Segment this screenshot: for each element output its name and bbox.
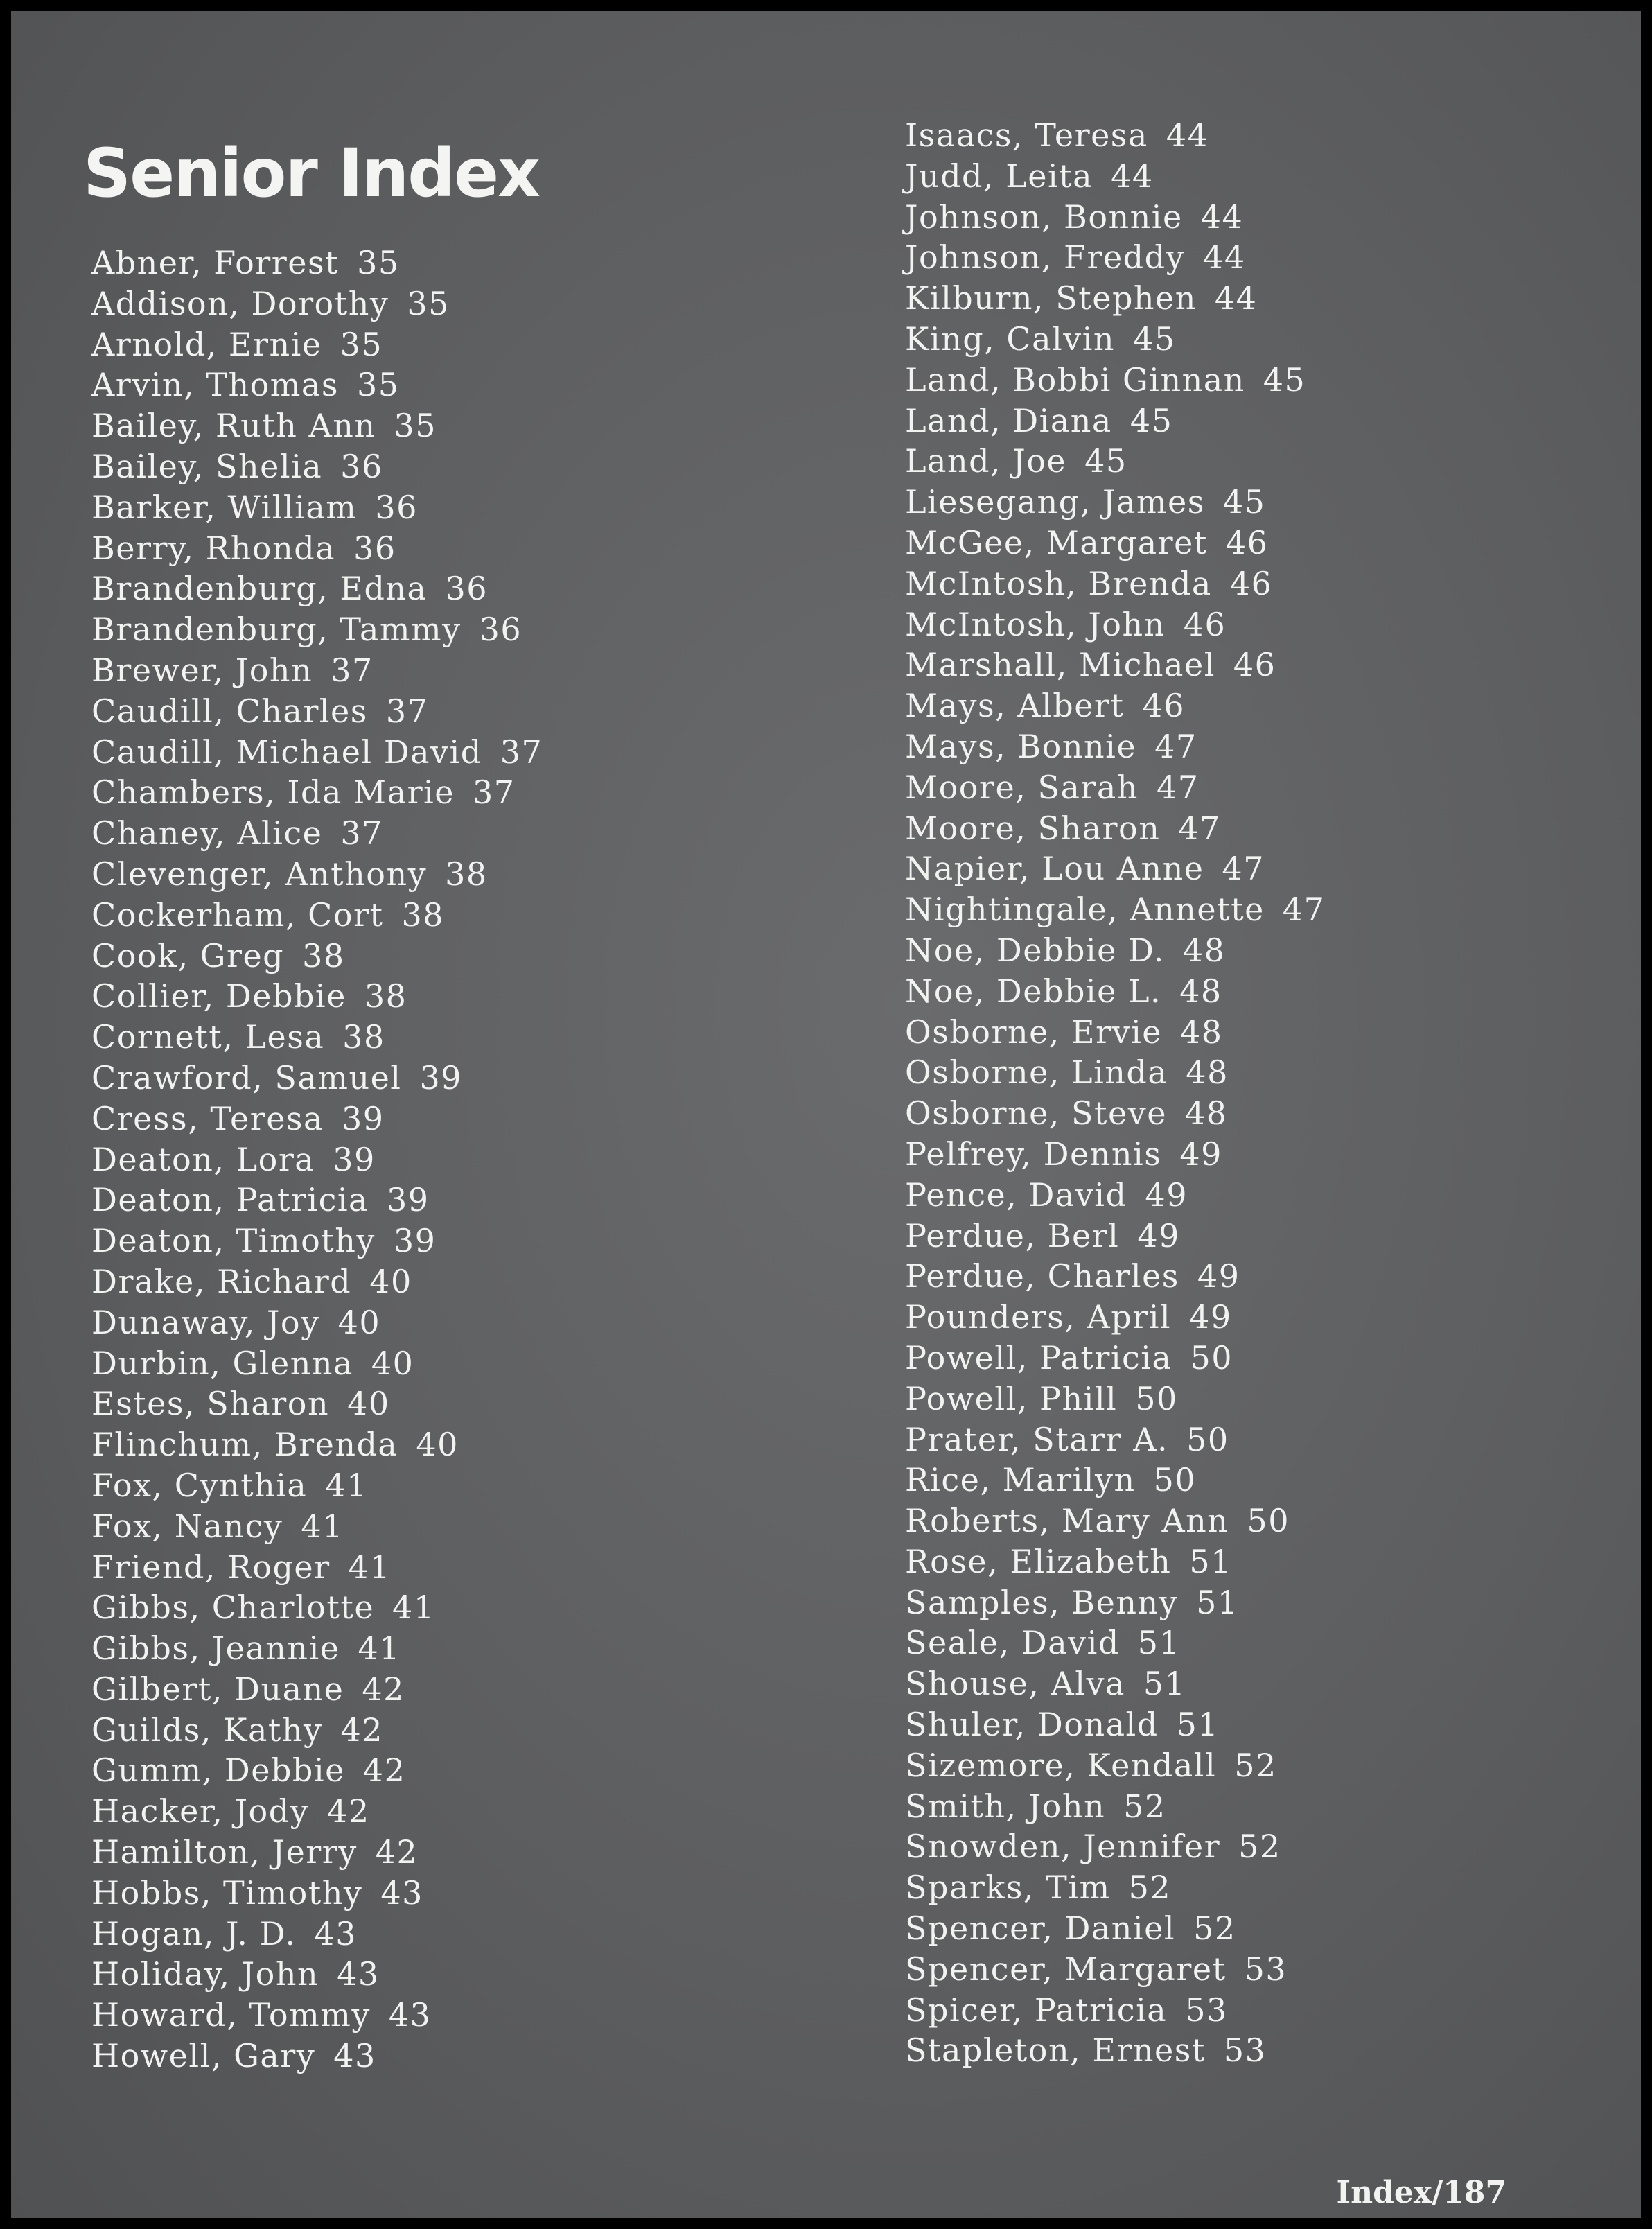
index-entry: [905, 1867, 1325, 1908]
index-entry: [905, 1501, 1325, 1541]
index-entry: [905, 1990, 1325, 2031]
entry-name: Hacker, Jody: [91, 1792, 310, 1830]
index-entry: [91, 1465, 543, 1506]
index-entry: [91, 1343, 543, 1384]
entry-page-number: 49: [1179, 1135, 1222, 1173]
index-entry: [91, 732, 543, 773]
index-entry: [91, 405, 543, 446]
entry-page-number: 39: [419, 1058, 463, 1096]
entry-name: Snowden, Jennifer: [905, 1828, 1221, 1866]
index-entry: [91, 976, 543, 1017]
entry-page-number: 35: [356, 366, 400, 404]
entry-name: Judd, Leita: [905, 157, 1093, 195]
entry-page-number: 43: [337, 1955, 380, 1993]
entry-page-number: 48: [1179, 972, 1222, 1010]
index-entry: [91, 2036, 543, 2077]
index-entry: [91, 1914, 543, 1955]
index-entry: [905, 278, 1325, 319]
entry-name: McIntosh, Brenda: [905, 564, 1212, 602]
entry-name: Clevenger, Anthony: [91, 855, 428, 893]
entry-page-number: 52: [1128, 1869, 1172, 1907]
page-folio: Index/187: [1336, 2175, 1506, 2210]
entry-page-number: 50: [1247, 1502, 1290, 1540]
index-entry: [905, 237, 1325, 278]
index-entry: [91, 1669, 543, 1710]
entry-name: Sparks, Tim: [905, 1869, 1111, 1907]
entry-page-number: 43: [388, 1996, 432, 2034]
entry-name: Hogan, J. D.: [91, 1914, 297, 1952]
index-entry: [91, 1383, 543, 1424]
index-entry: [91, 1954, 543, 1995]
index-entry: [91, 568, 543, 609]
index-entry: [905, 1338, 1325, 1379]
entry-name: Hamilton, Jerry: [91, 1833, 358, 1871]
entry-page-number: 50: [1186, 1420, 1229, 1458]
entry-page-number: 38: [302, 936, 345, 974]
index-entry: [905, 1256, 1325, 1297]
index-entry: [905, 1582, 1325, 1623]
entry-page-number: 41: [301, 1507, 344, 1545]
entry-name: Abner, Forrest: [91, 244, 340, 281]
entry-page-number: 53: [1244, 1950, 1288, 1988]
entry-name: Berry, Rhonda: [91, 529, 336, 567]
entry-name: Moore, Sharon: [905, 809, 1161, 847]
index-column-left: [91, 243, 543, 2077]
index-entry: [905, 1460, 1325, 1501]
index-entry: [905, 726, 1325, 767]
entry-page-number: 51: [1189, 1542, 1232, 1580]
index-entry: [905, 1093, 1325, 1134]
entry-page-number: 46: [1142, 687, 1185, 725]
entry-page-number: 38: [342, 1018, 385, 1056]
entry-name: Perdue, Berl: [905, 1216, 1120, 1255]
entry-page-number: 38: [401, 895, 445, 934]
entry-name: McIntosh, John: [905, 605, 1166, 643]
entry-name: Kilburn, Stephen: [905, 279, 1197, 317]
entry-name: Fox, Nancy: [91, 1507, 283, 1545]
entry-page-number: 47: [1156, 768, 1200, 806]
index-entry: [905, 604, 1325, 645]
index-entry: [91, 1017, 543, 1058]
entry-name: Pelfrey, Dennis: [905, 1135, 1162, 1173]
entry-name: Addison, Dorothy: [91, 284, 389, 322]
entry-name: Liesegang, James: [905, 483, 1205, 521]
entry-name: Pounders, April: [905, 1298, 1172, 1336]
entry-page-number: 35: [340, 325, 383, 363]
entry-name: Gumm, Debbie: [91, 1751, 345, 1790]
index-entry: [905, 1663, 1325, 1704]
index-entry: [91, 1547, 543, 1588]
entry-name: Sizemore, Kendall: [905, 1746, 1217, 1784]
entry-page-number: 51: [1176, 1706, 1220, 1744]
entry-page-number: 47: [1222, 850, 1265, 888]
entry-name: Caudill, Charles: [91, 692, 368, 730]
entry-page-number: 49: [1189, 1298, 1232, 1336]
entry-page-number: 50: [1135, 1379, 1178, 1417]
entry-page-number: 47: [1178, 809, 1221, 847]
index-entry: [905, 197, 1325, 238]
entry-page-number: 46: [1225, 523, 1269, 561]
entry-name: McGee, Margaret: [905, 523, 1208, 561]
index-entry: [905, 1134, 1325, 1175]
entry-page-number: 49: [1137, 1216, 1180, 1255]
index-entry: [91, 1424, 543, 1465]
entry-name: Brandenburg, Edna: [91, 570, 428, 608]
entry-page-number: 38: [445, 855, 488, 893]
index-entry: [91, 324, 543, 365]
entry-name: King, Calvin: [905, 320, 1116, 358]
index-entry: [91, 1832, 543, 1873]
index-entry: [905, 319, 1325, 360]
entry-page-number: 41: [325, 1466, 368, 1504]
entry-name: Caudill, Michael David: [91, 733, 482, 771]
entry-page-number: 40: [337, 1303, 381, 1341]
entry-name: Land, Bobbi Ginnan: [905, 360, 1245, 399]
entry-name: Cook, Greg: [91, 936, 285, 974]
index-entry: [91, 1873, 543, 1914]
index-entry: [91, 650, 543, 691]
index-entry: [91, 813, 543, 854]
index-entry: [91, 1099, 543, 1139]
index-entry: [905, 971, 1325, 1012]
entry-page-number: 35: [394, 407, 437, 445]
entry-name: Cockerham, Cort: [91, 895, 384, 934]
entry-page-number: 42: [327, 1792, 370, 1830]
entry-name: Barker, William: [91, 488, 358, 526]
entry-name: Rice, Marilyn: [905, 1461, 1136, 1499]
index-entry: [905, 563, 1325, 604]
index-entry: [91, 446, 543, 487]
entry-page-number: 48: [1182, 931, 1226, 969]
entry-page-number: 47: [1154, 727, 1197, 765]
entry-name: Collier, Debbie: [91, 977, 346, 1015]
entry-page-number: 39: [341, 1099, 385, 1137]
index-entry: [905, 1826, 1325, 1867]
entry-name: Gilbert, Duane: [91, 1670, 344, 1708]
index-entry: [905, 1704, 1325, 1745]
index-entry: [905, 115, 1325, 156]
entry-page-number: 45: [1133, 320, 1176, 358]
entry-name: Osborne, Linda: [905, 1054, 1168, 1092]
entry-page-number: 51: [1137, 1624, 1181, 1662]
entry-page-number: 53: [1185, 1991, 1228, 2029]
entry-name: Brandenburg, Tammy: [91, 611, 462, 649]
index-entry: [905, 1786, 1325, 1827]
entry-name: Rose, Elizabeth: [905, 1542, 1172, 1580]
page-title: Senior Index: [83, 134, 540, 212]
entry-name: Osborne, Ervie: [905, 1013, 1163, 1051]
entry-name: Smith, John: [905, 1787, 1106, 1825]
entry-name: Land, Joe: [905, 442, 1067, 480]
index-entry: [905, 401, 1325, 442]
entry-name: Arvin, Thomas: [91, 366, 339, 404]
entry-name: Gibbs, Jeannie: [91, 1629, 340, 1668]
index-entry: [91, 772, 543, 813]
entry-name: Osborne, Steve: [905, 1094, 1167, 1133]
entry-name: Flinchum, Brenda: [91, 1426, 398, 1464]
entry-name: Land, Diana: [905, 401, 1112, 439]
entry-name: Isaacs, Teresa: [905, 116, 1148, 154]
entry-page-number: 45: [1222, 483, 1266, 521]
entry-name: Noe, Debbie L.: [905, 972, 1162, 1010]
entry-page-number: 44: [1200, 198, 1244, 236]
index-entry: [905, 645, 1325, 685]
entry-name: Nightingale, Annette: [905, 891, 1265, 929]
index-entry: [905, 1419, 1325, 1460]
entry-page-number: 48: [1186, 1054, 1229, 1092]
index-entry: [905, 685, 1325, 726]
index-entry: [91, 487, 543, 528]
index-entry: [91, 1506, 543, 1547]
index-entry: [905, 482, 1325, 523]
entry-name: Seale, David: [905, 1624, 1120, 1662]
entry-name: Bailey, Ruth Ann: [91, 407, 376, 445]
entry-name: Estes, Sharon: [91, 1385, 330, 1423]
entry-page-number: 52: [1123, 1787, 1166, 1825]
entry-name: Spencer, Daniel: [905, 1909, 1176, 1948]
entry-name: Guilds, Kathy: [91, 1711, 323, 1749]
entry-name: Perdue, Charles: [905, 1257, 1179, 1295]
entry-page-number: 52: [1193, 1909, 1236, 1948]
entry-name: Powell, Phill: [905, 1379, 1118, 1417]
entry-page-number: 47: [1282, 891, 1326, 929]
index-entry: [905, 360, 1325, 401]
index-entry: [91, 1587, 543, 1628]
index-entry: [91, 895, 543, 936]
entry-name: Chambers, Ida Marie: [91, 773, 455, 812]
index-entry: [905, 1908, 1325, 1949]
entry-name: Deaton, Patricia: [91, 1181, 369, 1219]
entry-name: Samples, Benny: [905, 1583, 1179, 1621]
index-entry: [905, 441, 1325, 482]
entry-page-number: 45: [1263, 360, 1306, 399]
entry-name: Marshall, Michael: [905, 646, 1215, 684]
index-entry: [905, 1012, 1325, 1053]
entry-name: Brewer, John: [91, 651, 313, 689]
entry-name: Shuler, Donald: [905, 1706, 1159, 1744]
entry-page-number: 50: [1190, 1338, 1233, 1376]
yearbook-page: [11, 11, 1641, 2218]
entry-page-number: 42: [362, 1670, 405, 1708]
entry-name: Spencer, Margaret: [905, 1950, 1227, 1988]
entry-page-number: 41: [348, 1548, 392, 1586]
index-entry: [91, 609, 543, 650]
entry-name: Gibbs, Charlotte: [91, 1589, 375, 1627]
entry-page-number: 46: [1229, 564, 1273, 602]
entry-page-number: 44: [1166, 116, 1209, 154]
index-entry: [91, 1180, 543, 1221]
entry-page-number: 51: [1196, 1583, 1239, 1621]
entry-page-number: 37: [473, 773, 516, 812]
index-entry: [91, 528, 543, 569]
entry-page-number: 36: [445, 570, 489, 608]
entry-page-number: 38: [364, 977, 407, 1015]
entry-name: Noe, Debbie D.: [905, 931, 1165, 969]
index-entry: [905, 1379, 1325, 1419]
index-entry: [91, 283, 543, 324]
entry-page-number: 44: [1111, 157, 1154, 195]
index-entry: [905, 2030, 1325, 2071]
entry-name: Cress, Teresa: [91, 1099, 324, 1137]
index-entry: [905, 930, 1325, 971]
entry-page-number: 52: [1234, 1746, 1277, 1784]
entry-name: Powell, Patricia: [905, 1338, 1172, 1376]
entry-page-number: 40: [416, 1426, 459, 1464]
entry-name: Moore, Sarah: [905, 768, 1139, 806]
index-entry: [905, 1745, 1325, 1786]
entry-page-number: 44: [1214, 279, 1258, 317]
index-entry: [91, 1261, 543, 1302]
entry-name: Cornett, Lesa: [91, 1018, 325, 1056]
index-entry: [91, 854, 543, 895]
index-entry: [91, 1058, 543, 1099]
index-entry: [905, 808, 1325, 849]
entry-name: Hobbs, Timothy: [91, 1873, 363, 1912]
entry-page-number: 40: [371, 1344, 414, 1382]
index-entry: [905, 523, 1325, 563]
entry-name: Arnold, Ernie: [91, 325, 322, 363]
index-column-right: [905, 115, 1325, 2071]
entry-page-number: 43: [314, 1914, 358, 1952]
entry-name: Roberts, Mary Ann: [905, 1502, 1229, 1540]
entry-name: Howard, Tommy: [91, 1996, 371, 2034]
entry-page-number: 35: [357, 244, 400, 281]
entry-page-number: 40: [369, 1262, 412, 1300]
entry-page-number: 35: [407, 284, 450, 322]
entry-name: Mays, Bonnie: [905, 727, 1137, 765]
entry-page-number: 36: [353, 529, 396, 567]
entry-page-number: 46: [1183, 605, 1227, 643]
index-entry: [905, 1216, 1325, 1257]
index-entry: [91, 243, 543, 283]
entry-page-number: 46: [1233, 646, 1276, 684]
entry-page-number: 49: [1197, 1257, 1240, 1295]
entry-page-number: 36: [340, 447, 383, 485]
entry-name: Spicer, Patricia: [905, 1991, 1168, 2029]
index-entry: [905, 1175, 1325, 1216]
entry-page-number: 48: [1184, 1094, 1228, 1133]
entry-page-number: 39: [386, 1181, 430, 1219]
index-entry: [905, 1052, 1325, 1093]
entry-name: Bailey, Shelia: [91, 447, 323, 485]
entry-page-number: 50: [1153, 1461, 1197, 1499]
entry-page-number: 45: [1130, 401, 1173, 439]
index-entry: [905, 156, 1325, 197]
entry-page-number: 49: [1145, 1175, 1188, 1214]
index-entry: [905, 1297, 1325, 1338]
entry-page-number: 36: [375, 488, 418, 526]
entry-page-number: 48: [1180, 1013, 1223, 1051]
index-entry: [905, 848, 1325, 889]
index-entry: [905, 1623, 1325, 1663]
entry-name: Howell, Gary: [91, 2037, 316, 2075]
entry-page-number: 36: [479, 611, 522, 649]
entry-page-number: 37: [385, 692, 429, 730]
index-entry: [91, 1628, 543, 1669]
entry-name: Johnson, Freddy: [905, 238, 1186, 277]
index-entry: [91, 1995, 543, 2036]
index-entry: [905, 1541, 1325, 1582]
entry-page-number: 39: [393, 1222, 437, 1260]
entry-page-number: 39: [333, 1140, 376, 1178]
entry-name: Shouse, Alva: [905, 1665, 1125, 1703]
entry-name: Deaton, Timothy: [91, 1222, 376, 1260]
entry-name: Chaney, Alice: [91, 814, 323, 853]
index-entry: [91, 691, 543, 732]
index-entry: [91, 365, 543, 405]
entry-name: Deaton, Lora: [91, 1140, 315, 1178]
entry-name: Durbin, Glenna: [91, 1344, 353, 1382]
index-entry: [905, 767, 1325, 808]
entry-name: Stapleton, Ernest: [905, 2031, 1206, 2070]
entry-page-number: 42: [362, 1751, 406, 1790]
entry-page-number: 42: [375, 1833, 419, 1871]
entry-name: Johnson, Bonnie: [905, 198, 1183, 236]
entry-name: Friend, Roger: [91, 1548, 331, 1586]
entry-page-number: 45: [1084, 442, 1127, 480]
entry-page-number: 52: [1238, 1828, 1281, 1866]
entry-page-number: 51: [1143, 1665, 1186, 1703]
index-entry: [905, 889, 1325, 930]
index-entry: [91, 1710, 543, 1751]
entry-page-number: 43: [333, 2037, 376, 2075]
entry-name: Holiday, John: [91, 1955, 319, 1993]
entry-page-number: 37: [331, 651, 374, 689]
index-entry: [91, 1139, 543, 1180]
index-entry: [91, 1302, 543, 1343]
index-entry: [91, 1791, 543, 1832]
entry-page-number: 37: [500, 733, 543, 771]
entry-page-number: 44: [1203, 238, 1246, 277]
entry-page-number: 42: [340, 1711, 384, 1749]
entry-page-number: 37: [340, 814, 383, 853]
entry-page-number: 43: [380, 1873, 423, 1912]
entry-page-number: 40: [347, 1385, 390, 1423]
entry-page-number: 41: [392, 1589, 435, 1627]
entry-page-number: 53: [1223, 2031, 1267, 2070]
entry-name: Crawford, Samuel: [91, 1058, 402, 1096]
entry-name: Napier, Lou Anne: [905, 850, 1204, 888]
entry-name: Mays, Albert: [905, 687, 1125, 725]
index-entry: [91, 1221, 543, 1261]
entry-name: Fox, Cynthia: [91, 1466, 308, 1504]
index-entry: [91, 1750, 543, 1791]
index-entry: [905, 1949, 1325, 1990]
index-entry: [91, 936, 543, 977]
entry-name: Pence, David: [905, 1175, 1127, 1214]
entry-page-number: 41: [358, 1629, 401, 1668]
entry-name: Drake, Richard: [91, 1262, 352, 1300]
entry-name: Prater, Starr A.: [905, 1420, 1169, 1458]
entry-name: Dunaway, Joy: [91, 1303, 320, 1341]
